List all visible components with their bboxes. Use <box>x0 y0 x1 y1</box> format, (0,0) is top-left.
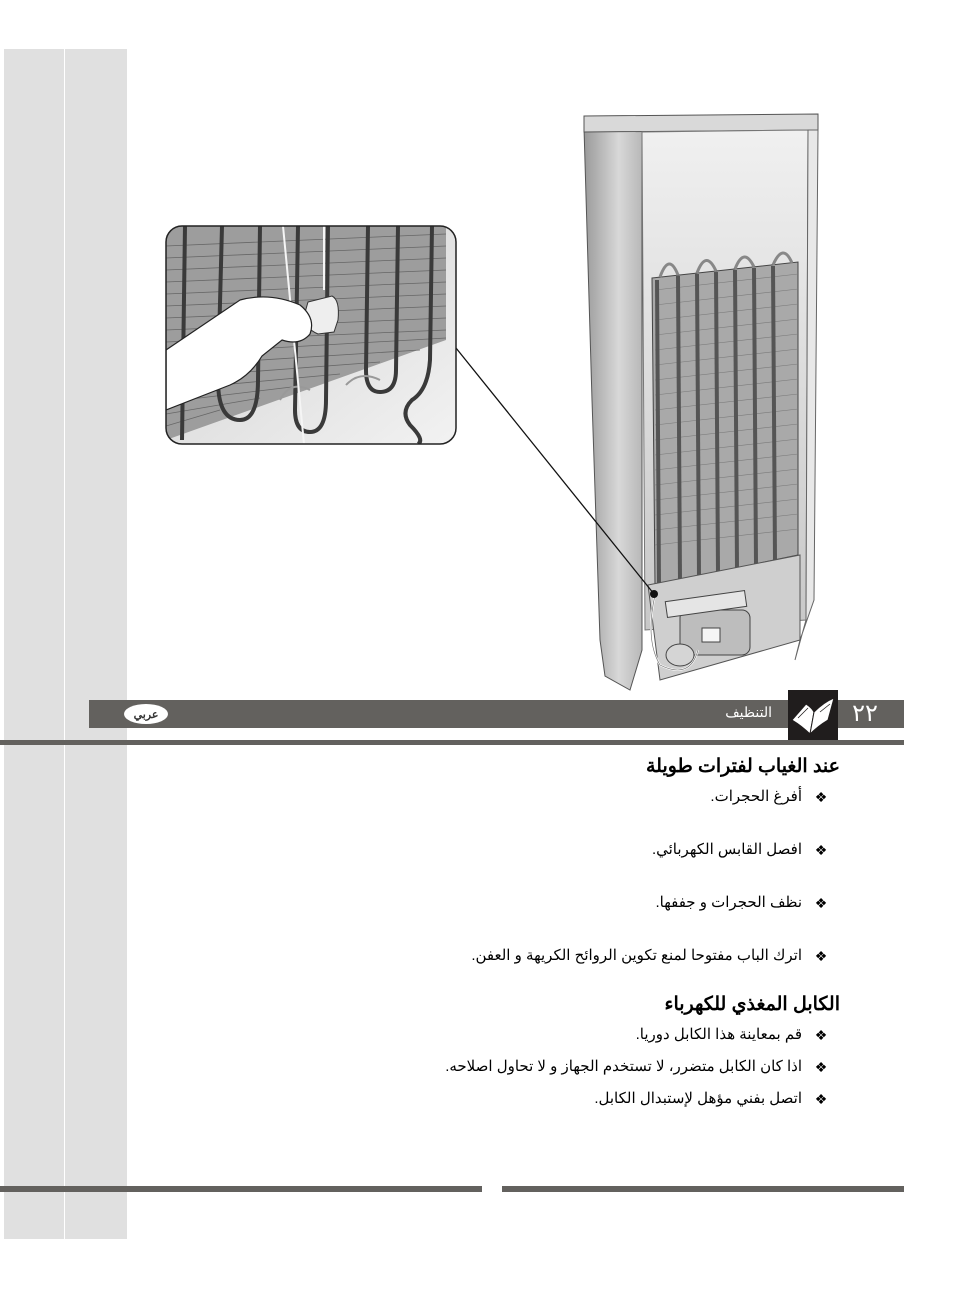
list-item <box>280 1056 828 1078</box>
footer-rule-right <box>502 1186 904 1192</box>
refrigerator-body <box>584 114 818 690</box>
page-header-bar <box>89 700 904 728</box>
page-content <box>280 752 840 1110</box>
list-item-text: قم بمعاينة هذا الكابل دوريا. <box>635 1026 802 1043</box>
diamond-bullet-icon: ❖ <box>814 1059 828 1075</box>
diamond-bullet-icon: ❖ <box>814 895 828 911</box>
list-item-text: اتصل بفني مؤهل لإستبدال الكابل. <box>594 1090 802 1107</box>
list-item <box>280 1024 828 1046</box>
diamond-bullet-icon: ❖ <box>814 842 828 858</box>
section-heading: الكابل المغذي للكهرباء <box>664 994 840 1015</box>
diamond-bullet-icon: ❖ <box>814 1027 828 1043</box>
diamond-bullet-icon: ❖ <box>814 948 828 964</box>
footer-rule-left <box>0 1186 482 1192</box>
list-item-text: نظف الحجرات و جففها. <box>655 894 802 911</box>
list-item-text: افصل القابس الكهربائي. <box>651 841 802 858</box>
open-book-icon <box>788 690 838 740</box>
list-item-text: اترك الباب مفتوحا لمنع تكوين الروائح الكريهة و العفن. <box>471 947 802 964</box>
list-item <box>280 786 828 808</box>
section-title: التنظيف <box>725 704 772 720</box>
list-item-text: أفرغ الحجرات. <box>710 788 802 805</box>
section-long-absence <box>280 752 840 967</box>
page-number: ٢٢ <box>852 700 878 727</box>
list-item <box>280 1088 828 1110</box>
language-badge: عربي <box>124 704 168 724</box>
plug-detail-inset <box>166 226 456 444</box>
list-item <box>280 892 828 914</box>
diamond-bullet-icon: ❖ <box>814 1091 828 1107</box>
list-item-text: اذا كان الكابل متضرر، لا تستخدم الجهاز و لا تحاول اصلاحه. <box>445 1058 802 1075</box>
diamond-bullet-icon: ❖ <box>814 789 828 805</box>
header-divider <box>0 740 904 745</box>
list-item <box>280 945 828 967</box>
section-power-cable <box>280 990 840 1110</box>
section-heading: عند الغياب لفترات طويلة <box>645 756 840 777</box>
list-item <box>280 839 828 861</box>
callout-dot <box>650 590 658 598</box>
